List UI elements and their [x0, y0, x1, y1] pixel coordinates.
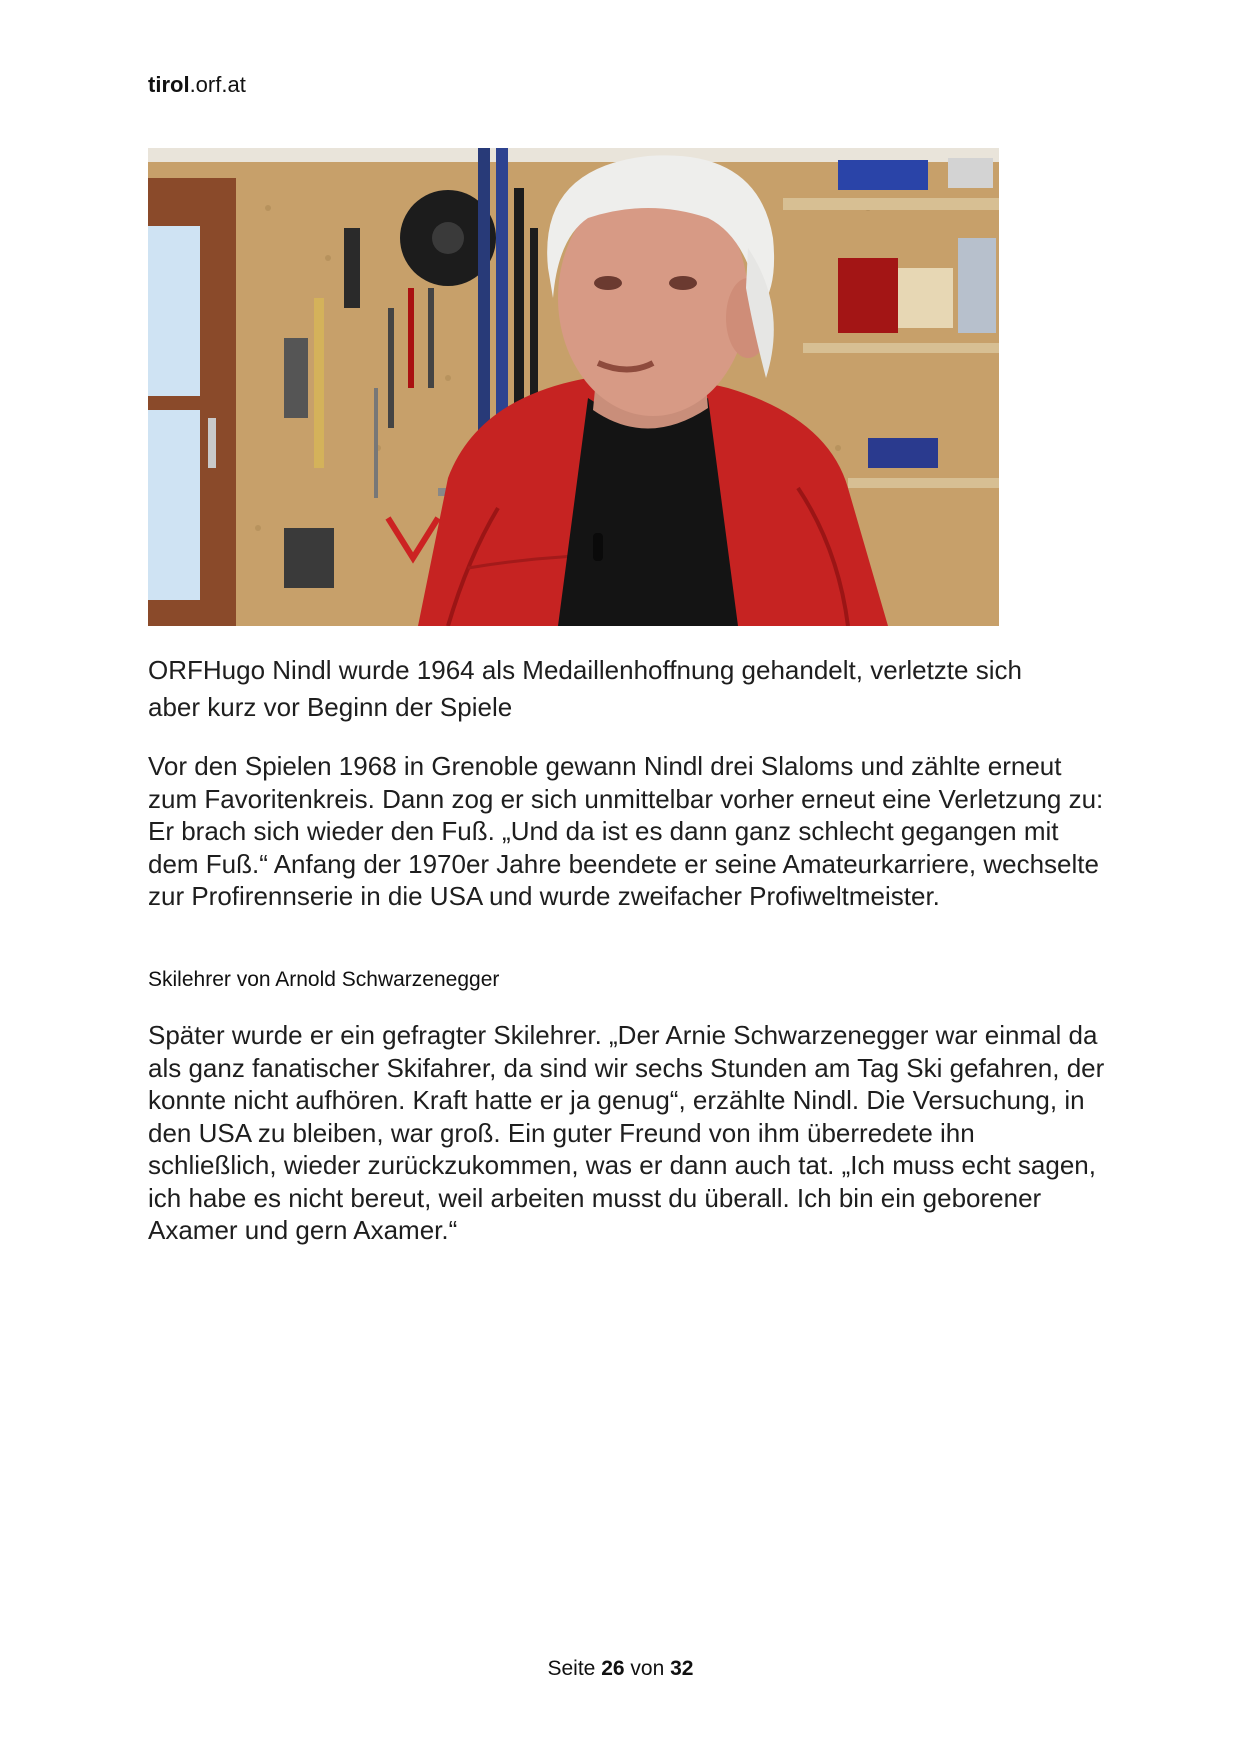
footer-page-number: 26 — [601, 1657, 625, 1680]
article-photo — [148, 148, 999, 626]
section-subheading: Skilehrer von Arnold Schwarzenegger — [148, 968, 500, 991]
article-paragraph-2: Später wurde er ein gefragter Skilehrer. „Der Arnie Schwarzenegger war einmal da als ganz fanatischer Skifahrer, da sind wir sechs Stunden am Tag Ski gefahren, der konnte nicht aufhören. Kraft hatte er ja genug“, erzählte Nindl. Die Versuchung, in den USA zu bleiben, war groß. Ein guter Freund von ihm überredete ihn schließlich, wieder zurückzukommen, was er dann auch tat. „Ich muss echt sagen, ich habe es nicht bereut, weil arbeiten musst du überall. Ich bin ein geborener Axamer und gern Axamer.“ — [148, 1020, 1105, 1245]
page-footer — [0, 1657, 1241, 1681]
photo-caption: ORFHugo Nindl wurde 1964 als Medaillenhoffnung gehandelt, verletzte sich aber kurz vor Beginn der Spiele — [148, 655, 1022, 722]
footer-mid: von — [630, 1657, 665, 1680]
site-domain-rest: .orf.at — [189, 72, 246, 97]
site-domain — [148, 72, 246, 98]
footer-page-total: 32 — [670, 1657, 694, 1680]
footer-prefix: Seite — [547, 1657, 596, 1680]
article-paragraph-1: Vor den Spielen 1968 in Grenoble gewann Nindl drei Slaloms und zählte erneut zum Favoritenkreis. Dann zog er sich unmittelbar vorher erneut eine Verletzung zu: Er brach sich wieder den Fuß. „Und da ist es dann ganz schlecht gegangen mit dem Fuß.“ Anfang der 1970er Jahre beendete er seine Amateurkarriere, wechselte zur Profirennserie in die USA und wurde zweifacher Profiweltmeister. — [148, 751, 1104, 911]
site-domain-bold: tirol — [148, 72, 190, 97]
